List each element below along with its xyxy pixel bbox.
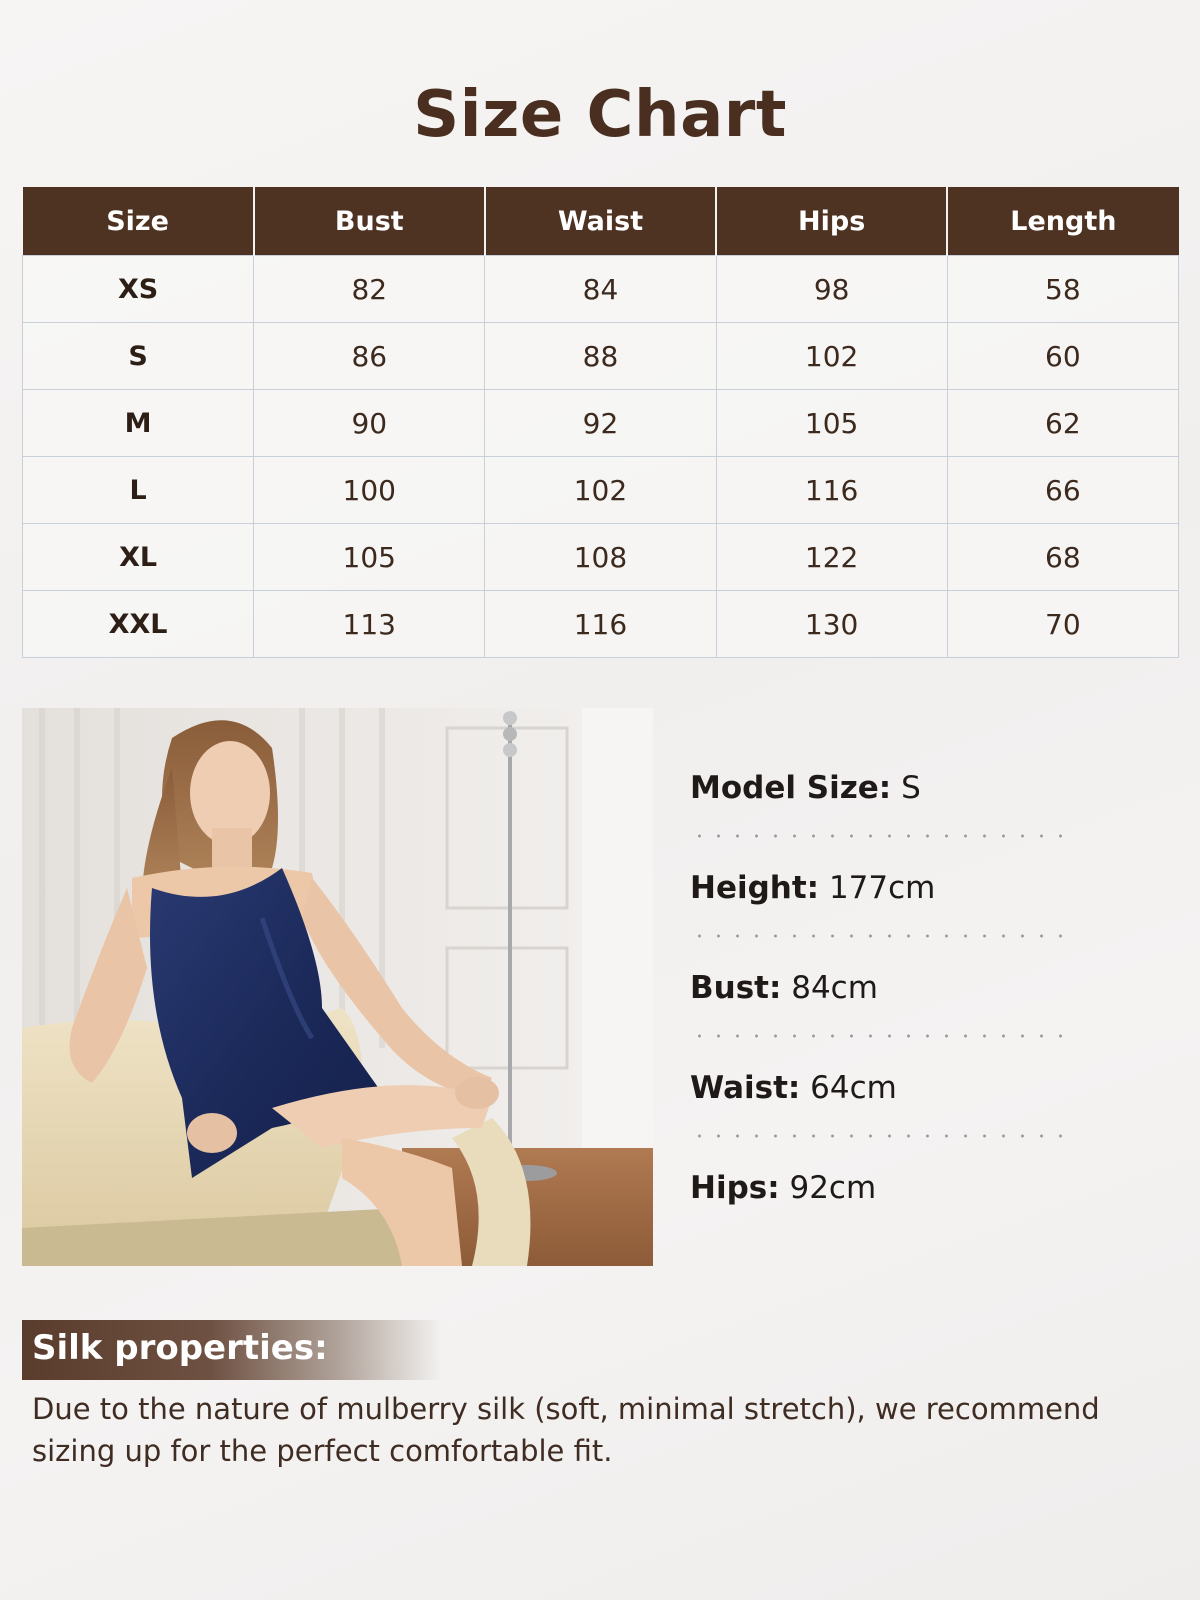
length-cell: 62 <box>947 390 1178 457</box>
bust-cell: 100 <box>254 457 485 524</box>
waist-row <box>690 1064 1070 1164</box>
bust-cell: 86 <box>254 323 485 390</box>
hips-value: 92cm <box>789 1170 877 1206</box>
dotted-divider <box>690 1134 1070 1138</box>
table-row <box>23 591 1179 658</box>
height-row <box>690 864 1070 964</box>
length-cell: 66 <box>947 457 1178 524</box>
waist-cell: 84 <box>485 256 716 323</box>
waist-label: Waist: <box>690 1070 801 1106</box>
model-size-value: S <box>901 770 921 806</box>
waist-cell: 108 <box>485 524 716 591</box>
hips-cell: 102 <box>716 323 947 390</box>
hips-cell: 130 <box>716 591 947 658</box>
length-cell: 70 <box>947 591 1178 658</box>
dotted-divider <box>690 834 1070 838</box>
length-cell: 68 <box>947 524 1178 591</box>
table-row <box>23 524 1179 591</box>
bust-cell: 82 <box>254 256 485 323</box>
table-row <box>23 457 1179 524</box>
waist-value: 64cm <box>810 1070 897 1106</box>
size-cell: XL <box>23 524 254 591</box>
size-cell: XS <box>23 256 254 323</box>
length-cell: 60 <box>947 323 1178 390</box>
bust-label: Bust: <box>690 970 782 1006</box>
size-cell: S <box>23 323 254 390</box>
height-value: 177cm <box>828 870 936 906</box>
waist-cell: 116 <box>485 591 716 658</box>
model-measurements <box>690 764 1070 1264</box>
column-header-bust: Bust <box>254 187 485 256</box>
hips-cell: 98 <box>716 256 947 323</box>
table-row <box>23 256 1179 323</box>
column-header-size: Size <box>23 187 254 256</box>
model-photo <box>22 708 653 1266</box>
model-size-row <box>690 764 1070 864</box>
bust-cell: 113 <box>254 591 485 658</box>
dotted-divider <box>690 934 1070 938</box>
bust-row <box>690 964 1070 1064</box>
column-header-waist: Waist <box>485 187 716 256</box>
length-cell: 58 <box>947 256 1178 323</box>
silk-properties-description: Due to the nature of mulberry silk (soft, minimal stretch), we recommend sizing up for the perfect comfortable fit. <box>32 1392 1100 1468</box>
hips-cell: 122 <box>716 524 947 591</box>
hips-row <box>690 1164 1070 1264</box>
dotted-divider <box>690 1034 1070 1038</box>
waist-cell: 92 <box>485 390 716 457</box>
waist-cell: 102 <box>485 457 716 524</box>
size-cell: M <box>23 390 254 457</box>
hips-cell: 116 <box>716 457 947 524</box>
table-row <box>23 390 1179 457</box>
silk-properties-title: Silk properties: <box>32 1328 328 1368</box>
bust-value: 84cm <box>791 970 878 1006</box>
hips-label: Hips: <box>690 1170 780 1206</box>
model-size-label: Model Size: <box>690 770 892 806</box>
height-label: Height: <box>690 870 820 906</box>
size-cell: XXL <box>23 591 254 658</box>
bust-cell: 90 <box>254 390 485 457</box>
column-header-length: Length <box>947 187 1178 256</box>
waist-cell: 88 <box>485 323 716 390</box>
silk-properties-banner <box>22 1320 442 1380</box>
page-title: Size Chart <box>413 78 787 152</box>
table-row <box>23 323 1179 390</box>
size-cell: L <box>23 457 254 524</box>
column-header-hips: Hips <box>716 187 947 256</box>
size-chart-table <box>22 187 1179 658</box>
bust-cell: 105 <box>254 524 485 591</box>
hips-cell: 105 <box>716 390 947 457</box>
table-header-row <box>23 187 1179 256</box>
